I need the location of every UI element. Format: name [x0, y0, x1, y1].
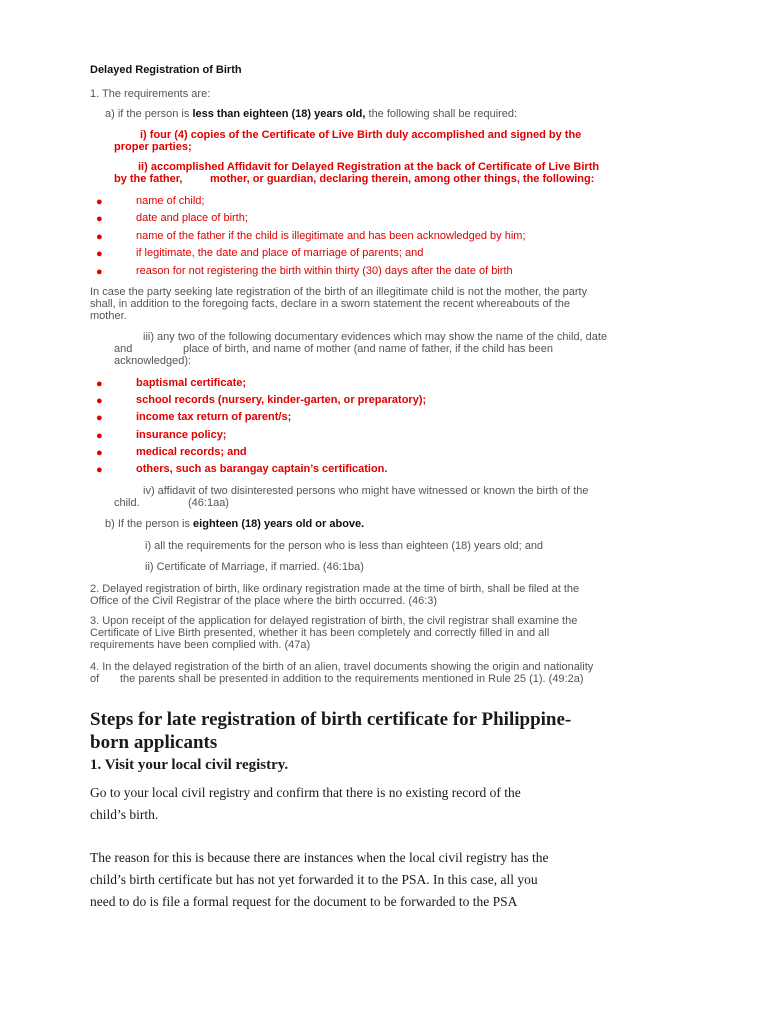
list-item: if legitimate, the date and place of marriage of parents; and — [136, 247, 424, 259]
condition-a-pre: a) if the person is — [105, 108, 193, 120]
requirement-iv-line2a: child. — [114, 497, 140, 509]
bullet-icon: ● — [96, 196, 103, 208]
rule-4-line2a: of — [90, 673, 100, 685]
requirement-ii-line2b: mother, or guardian, declaring therein, among other things, the following: — [210, 173, 595, 185]
list-item: name of the father if the child is illegitimate and has been acknowledged by him; — [136, 230, 526, 242]
requirement-ii-line2a: by the father, — [114, 173, 183, 185]
step-1-paragraph-2-line1: The reason for this is because there are instances when the local civil registry has the — [90, 850, 549, 865]
bullet-icon: ● — [96, 447, 103, 459]
condition-b-pre: b) If the person is — [105, 518, 194, 530]
bullet-icon: ● — [96, 248, 103, 260]
list-item: income tax return of parent/s; — [136, 411, 292, 423]
requirement-iii-line1: iii) any two of the following documentary evidences which may show the name of the child, date — [143, 331, 608, 343]
bullet-icon: ● — [96, 266, 103, 278]
list-item: insurance policy; — [136, 429, 227, 441]
requirement-iii-line3: acknowledged): — [114, 355, 192, 367]
bullet-icon: ● — [96, 430, 103, 442]
requirement-iii-line2b: place of birth, and name of mother (and name of father, if the child has been — [183, 343, 553, 355]
illegitimate-line3: mother. — [90, 310, 127, 322]
step-1-heading: 1. Visit your local civil registry. — [90, 757, 289, 773]
rule-2-line1: 2. Delayed registration of birth, like ordinary registration made at the time of birth, shall be filed at the — [90, 583, 580, 595]
requirement-b-i: i) all the requirements for the person who is less than eighteen (18) years old; and — [145, 540, 544, 552]
bullet-icon: ● — [96, 231, 103, 243]
step-1-paragraph-2-line3: need to do is file a formal request for the document to be forwarded to the PSA — [90, 894, 518, 909]
steps-heading-line2: born applicants — [90, 732, 218, 753]
requirement-i-line1: i) four (4) copies of the Certificate of Live Birth duly accomplished and signed by the — [140, 129, 582, 141]
list-item: others, such as barangay captain’s certification. — [136, 463, 388, 475]
illegitimate-line2: shall, in addition to the foregoing facts, declare in a sworn statement the recent whereabouts of the — [90, 298, 571, 310]
requirement-iii-line2a: and — [114, 343, 133, 355]
list-item: medical records; and — [136, 446, 247, 458]
step-1-paragraph-1-line2: child’s birth. — [90, 807, 159, 822]
rule-3-line2: Certificate of Live Birth presented, whether it has been completely and correctly filled in and all — [90, 627, 550, 639]
list-item: date and place of birth; — [136, 212, 248, 224]
step-1-paragraph-2-line2: child’s birth certificate but has not yet forwarded it to the PSA. In this case, all you — [90, 872, 538, 887]
bullet-icon: ● — [96, 213, 103, 225]
rule-3-line1: 3. Upon receipt of the application for delayed registration of birth, the civil registrar shall examine the — [90, 615, 578, 627]
list-item: reason for not registering the birth within thirty (30) days after the date of birth — [136, 265, 513, 277]
bullet-icon: ● — [96, 412, 103, 424]
bullet-icon: ● — [96, 464, 103, 476]
list-item: name of child; — [136, 195, 205, 207]
condition-a-bold: less than eighteen (18) years old, — [192, 108, 366, 120]
requirement-i-line2: proper parties; — [114, 141, 192, 153]
condition-b-bold: eighteen (18) years old or above. — [193, 518, 365, 530]
requirement-iv-line2b: (46:1aa) — [188, 497, 229, 509]
list-item: baptismal certificate; — [136, 377, 247, 389]
requirement-b-ii: ii) Certificate of Marriage, if married. (46:1ba) — [145, 561, 364, 573]
bullet-icon: ● — [96, 395, 103, 407]
condition-b — [105, 518, 364, 530]
condition-a — [105, 108, 517, 120]
bullet-icon: ● — [96, 378, 103, 390]
rule-4-line2b: the parents shall be presented in addition to the requirements mentioned in Rule 25 (1). (49:2a) — [120, 673, 584, 685]
rule-4-line1: 4. In the delayed registration of the birth of an alien, travel documents showing the origin and nationality — [90, 661, 594, 673]
illegitimate-line1: In case the party seeking late registration of the birth of an illegitimate child is not the mother, the party — [90, 286, 588, 298]
requirement-iv-line1: iv) affidavit of two disinterested persons who might have witnessed or known the birth of the — [143, 485, 589, 497]
document-title: Delayed Registration of Birth — [90, 64, 242, 76]
rule-2-line2: Office of the Civil Registrar of the place where the birth occurred. (46:3) — [90, 595, 438, 607]
list-item: school records (nursery, kinder-garten, or preparatory); — [136, 394, 427, 406]
steps-heading-line1: Steps for late registration of birth certificate for Philippine- — [90, 709, 572, 730]
requirements-intro: 1. The requirements are: — [90, 88, 211, 100]
rule-3-line3: requirements have been complied with. (47a) — [90, 639, 311, 651]
step-1-paragraph-1-line1: Go to your local civil registry and confirm that there is no existing record of the — [90, 785, 521, 800]
condition-a-post: the following shall be required: — [365, 108, 518, 120]
requirement-ii-line1: ii) accomplished Affidavit for Delayed Registration at the back of Certificate of Live Birth — [138, 161, 600, 173]
